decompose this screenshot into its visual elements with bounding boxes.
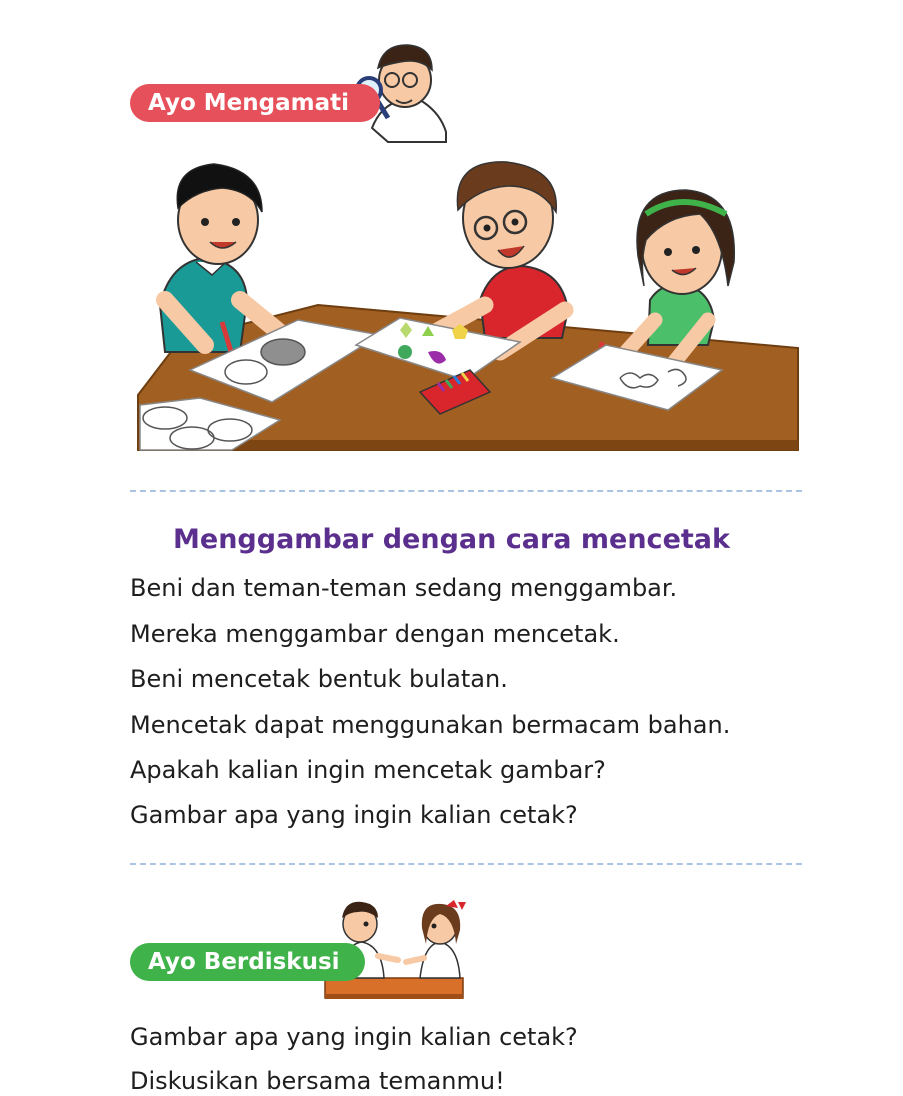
divider-bottom [130,863,802,865]
divider-top [130,490,802,492]
ayo-berdiskusi-label: Ayo Berdiskusi [130,943,365,981]
ayo-mengamati-label: Ayo Mengamati [130,84,380,122]
discussion-line: Diskusikan bersama temanmu! [130,1067,505,1095]
section-title: Menggambar dengan cara mencetak [173,524,730,555]
kids-printing-scene [138,162,798,450]
text-line: Beni dan teman-teman sedang menggambar. [130,574,678,602]
text-line: Gambar apa yang ingin kalian cetak? [130,801,578,829]
text-line: Mencetak dapat menggunakan bermacam bahan. [130,711,731,739]
text-line: Mereka menggambar dengan mencetak. [130,620,620,648]
text-line: Beni mencetak bentuk bulatan. [130,665,508,693]
discussion-line: Gambar apa yang ingin kalian cetak? [130,1023,578,1051]
text-line: Apakah kalian ingin mencetak gambar? [130,756,606,784]
